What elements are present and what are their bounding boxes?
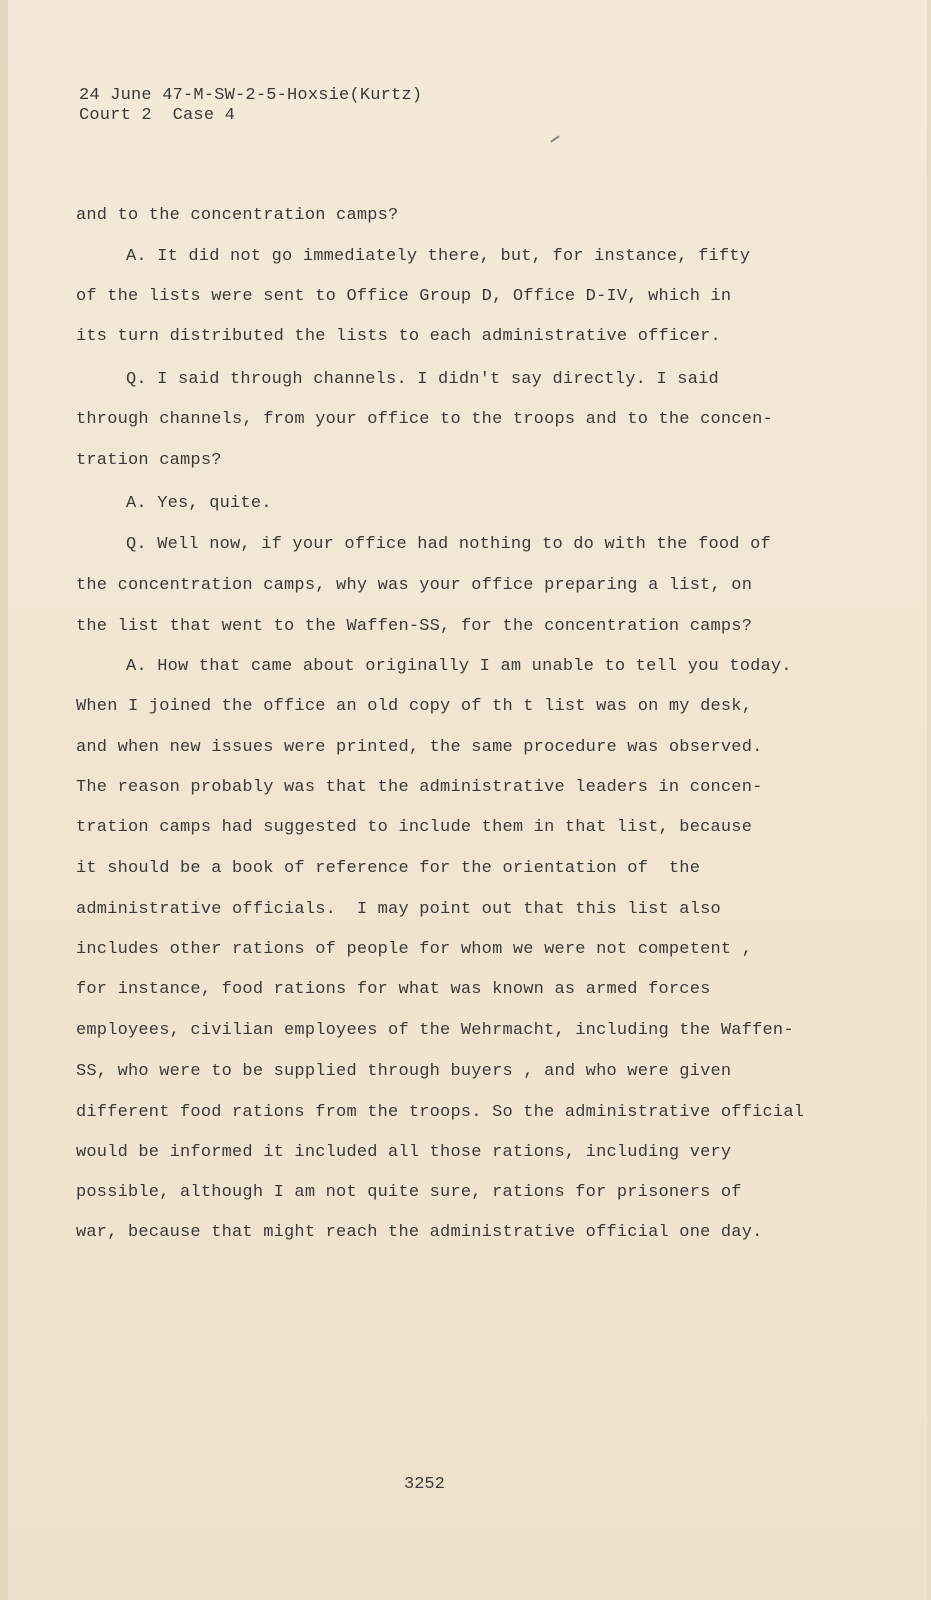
transcript-line: the concentration camps, why was your office preparing a list, on [76,576,753,595]
transcript-line: employees, civilian employees of the Wehrmacht, including the Waffen- [76,1021,794,1040]
transcript-line: and when new issues were printed, the same procedure was observed. [76,738,763,757]
transcript-line: different food rations from the troops. So the administrative official [76,1103,805,1122]
transcript-line: Q. I said through channels. I didn't say directly. I said [126,370,719,389]
transcript-line: A. It did not go immediately there, but, for instance, fifty [126,247,751,266]
transcript-line: tration camps had suggested to include them in that list, because [76,818,753,837]
transcript-line: Q. Well now, if your office had nothing to do with the food of [126,535,771,554]
transcript-line: its turn distributed the lists to each administrative officer. [76,327,721,346]
stray-mark [550,135,559,142]
page-number: 3252 [404,1475,445,1494]
transcript-line: for instance, food rations for what was known as armed forces [76,980,711,999]
transcript-line: and to the concentration camps? [76,206,399,225]
transcript-line: includes other rations of people for whom we were not competent , [76,940,753,959]
header-line-date-reference: 24 June 47-M-SW-2-5-Hoxsie(Kurtz) [79,86,423,105]
transcript-line: tration camps? [76,451,222,470]
transcript-line: war, because that might reach the administrative official one day. [76,1223,763,1242]
transcript-line: When I joined the office an old copy of th t list was on my desk, [76,697,753,716]
transcript-line: SS, who were to be supplied through buyers , and who were given [76,1062,732,1081]
transcript-line: it should be a book of reference for the orientation of the [76,859,701,878]
transcript-line: A. How that came about originally I am unable to tell you today. [126,657,792,676]
transcript-line: of the lists were sent to Office Group D, Office D-IV, which in [76,287,732,306]
transcript-line: would be informed it included all those rations, including very [76,1143,732,1162]
document-header [79,86,422,126]
transcript-line: the list that went to the Waffen-SS, for the concentration camps? [76,617,753,636]
transcript-line: administrative officials. I may point out that this list also [76,900,721,919]
transcript-line: A. Yes, quite. [126,494,272,513]
transcript-line: The reason probably was that the administrative leaders in concen- [76,778,763,797]
header-line-court-case: Court 2 Case 4 [79,106,236,125]
transcript-line: possible, although I am not quite sure, rations for prisoners of [76,1183,742,1202]
transcript-line: through channels, from your office to the troops and to the concen- [76,410,773,429]
